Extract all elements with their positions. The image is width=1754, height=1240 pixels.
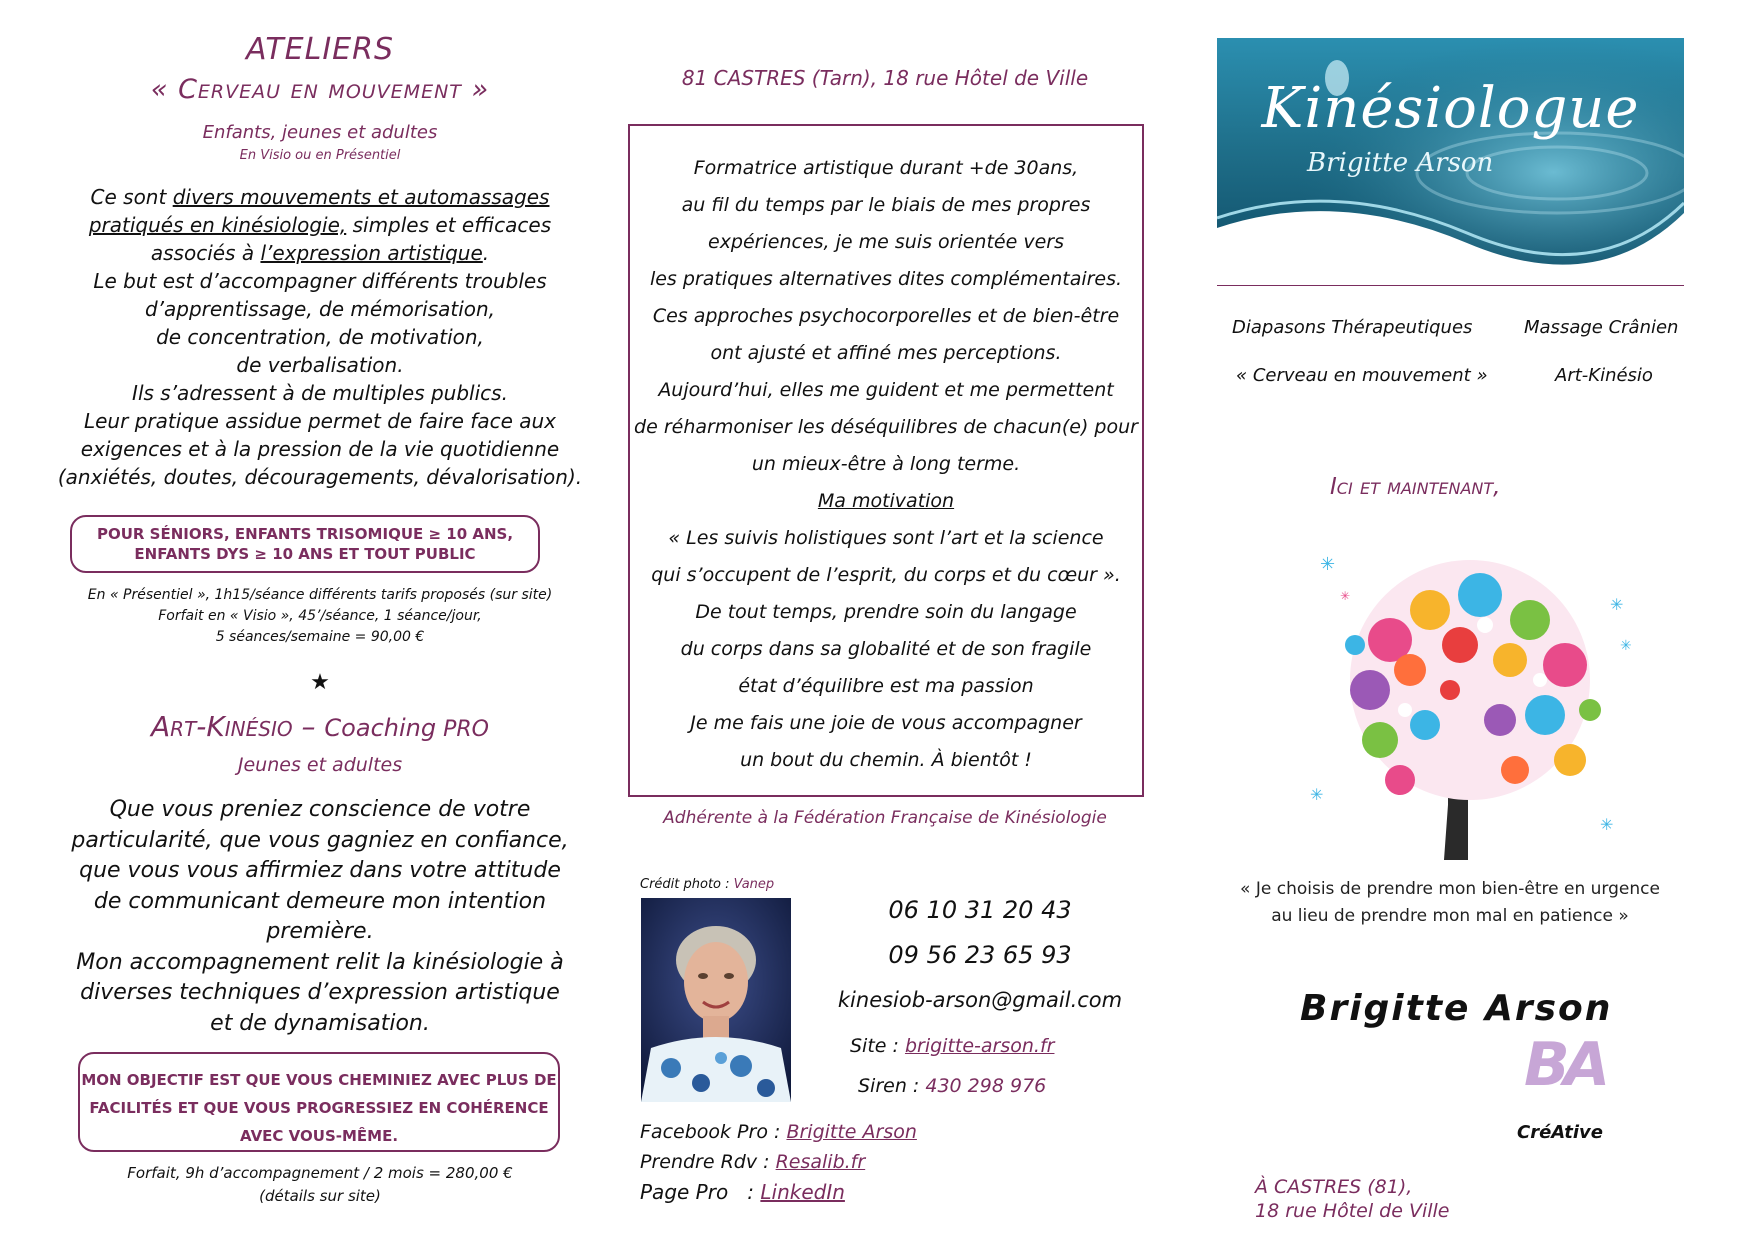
line: Ils s’adressent à de multiples publics. [132, 381, 508, 405]
line: 18 rue Hôtel de Ville [1255, 1200, 1450, 1222]
facebook-label: Facebook Pro : [640, 1121, 787, 1143]
address-header: 81 CASTRES (Tarn), 18 rue Hôtel de Ville [681, 66, 1089, 90]
line: Que vous preniez conscience de votre [109, 797, 531, 822]
svg-text:✳: ✳ [1600, 815, 1614, 834]
portrait-image [641, 898, 791, 1102]
line: de réharmoniser les déséquilibres de chacun(e) pour [634, 416, 1138, 438]
line: particularité, que vous gagniez en confiance, [71, 827, 569, 853]
line: que vous vous affirmiez dans votre attitude [79, 858, 561, 883]
line: AVEC VOUS-MÊME. [239, 1127, 399, 1145]
logo-monogram: BA [1524, 1030, 1605, 1100]
phone-1[interactable]: 06 10 31 20 43 [888, 896, 1072, 924]
ateliers-subtitle: « Cerveau en mouvement » [150, 74, 490, 105]
line: Le but est d’accompagner différents troubles [93, 269, 547, 293]
text-underlined: divers mouvements et automassages [172, 185, 550, 209]
service-diapasons: Diapasons Thérapeutiques [1232, 317, 1473, 338]
service-massage: Massage Crânien [1524, 317, 1679, 338]
email[interactable]: kinesiob-arson@gmail.com [837, 988, 1123, 1012]
line: qui s’occupent de l’esprit, du corps et du cœur ». [651, 564, 1121, 586]
line: de concentration, de motivation, [156, 325, 484, 349]
service-art-kinesio: Art-Kinésio [1555, 365, 1653, 386]
line: au lieu de prendre mon mal en patience » [1271, 906, 1629, 926]
art-title: Art-Kinésio [151, 710, 293, 743]
siren-row [858, 1075, 1046, 1097]
line: MON OBJECTIF EST QUE VOUS CHEMINIEZ AVEC PLUS DE [81, 1071, 557, 1089]
line: première. [266, 919, 374, 944]
photo-credit-label: Crédit photo : [640, 877, 734, 892]
text-underlined: l’expression artistique [260, 241, 483, 265]
line: « Je choisis de prendre mon bien-être en urgence [1240, 879, 1660, 899]
svg-text:✳: ✳ [1610, 595, 1624, 614]
objective-box [78, 1052, 560, 1152]
art-dash: – [292, 710, 325, 743]
banner-title: Kinésiologue [1261, 76, 1640, 141]
line: au fil du temps par le biais de mes propres [681, 194, 1091, 216]
motivation-heading: Ma motivation [817, 490, 955, 512]
text: associés à [150, 241, 261, 265]
line: Ces approches psychocorporelles et de bien-être [652, 305, 1120, 327]
linkedin-link[interactable]: LinkedIn [760, 1180, 845, 1204]
art-description [40, 795, 600, 1039]
siren-label: Siren : [858, 1075, 926, 1097]
kinesiologue-banner [1217, 38, 1684, 282]
portrait-photo [641, 898, 791, 1102]
line: expériences, je me suis orientée vers [708, 231, 1064, 253]
siren-value: 430 298 976 [925, 1075, 1047, 1097]
rdv-label: Prendre Rdv : [640, 1151, 776, 1173]
art-coaching: Coaching [324, 714, 437, 742]
site-row [850, 1035, 1054, 1057]
rdv-link[interactable]: Resalib.fr [775, 1151, 866, 1173]
ateliers-title: ATELIERS [245, 32, 395, 67]
federation-membership: Adhérente à la Fédération Française de Kinésiologie [663, 808, 1107, 828]
photo-credit [640, 877, 774, 892]
svg-text:✳: ✳ [1620, 638, 1632, 654]
line: FACILITÉS ET QUE VOUS PROGRESSIEZ EN COHÉRENCE [89, 1099, 549, 1117]
page-label: Page Pro : [640, 1180, 761, 1204]
line: diverses techniques d’expression artistique [80, 980, 560, 1005]
line: (détails sur site) [259, 1187, 381, 1205]
line: et de dynamisation. [210, 1010, 430, 1036]
footer-address [1255, 1175, 1449, 1223]
signature-name: Brigitte Arson [1300, 988, 1613, 1029]
photo-credit-name: Vanep [733, 877, 775, 892]
art-audience: Jeunes et adultes [237, 754, 403, 776]
svg-text:✳: ✳ [1320, 554, 1336, 575]
line: Mon accompagnement relit la kinésiologie à [76, 949, 564, 975]
line: Leur pratique assidue permet de faire face aux [83, 409, 557, 433]
text-underlined: pratiqués en kinésiologie, [88, 213, 347, 237]
art-pro: PRO [436, 717, 489, 742]
text: Ce sont [90, 185, 173, 209]
tree-quote [1230, 876, 1670, 930]
phone-2[interactable]: 09 56 23 65 93 [888, 941, 1072, 969]
line: (anxiétés, doutes, découragements, dévalorisation). [57, 465, 583, 489]
line: ENFANTS DYS ≥ 10 ANS ET TOUT PUBLIC [134, 545, 476, 563]
pricing-ateliers [40, 585, 600, 648]
line: À CASTRES (81), [1255, 1176, 1413, 1198]
text: simples et efficaces [346, 213, 552, 237]
line: les pratiques alternatives dites complémentaires. [649, 268, 1123, 290]
contact-block [810, 888, 1150, 1023]
line: De tout temps, prendre soin du langage [695, 601, 1077, 623]
line: état d’équilibre est ma passion [738, 675, 1034, 697]
line: POUR SÉNIORS, ENFANTS TRISOMIQUE ≥ 10 ANS, [96, 525, 514, 543]
svg-text:✳: ✳ [1310, 785, 1324, 804]
line: d’apprentissage, de mémorisation, [144, 297, 496, 321]
ba-logo [1510, 1030, 1610, 1143]
text: . [482, 241, 490, 265]
line: un mieux-être à long terme. [751, 453, 1021, 475]
ateliers-description [40, 183, 600, 491]
line: Je me fais une joie de vous accompagner [690, 712, 1082, 734]
line: « Les suivis holistiques sont l’art et la science [668, 527, 1104, 549]
star-separator: ★ [310, 670, 330, 695]
audience-box [70, 515, 540, 573]
line: un bout du chemin. À bientôt ! [740, 749, 1032, 771]
line: Forfait, 9h d’accompagnement / 2 mois = 280,00 € [127, 1164, 513, 1182]
site-link[interactable]: brigitte-arson.fr [904, 1035, 1055, 1057]
tree-illustration [1300, 550, 1640, 860]
bio-box [628, 124, 1144, 797]
banner-name: Brigitte Arson [1307, 148, 1494, 178]
ateliers-mode: En Visio ou en Présentiel [239, 148, 401, 163]
line: du corps dans sa globalité et de son fragile [680, 638, 1092, 660]
here-and-now: Ici et maintenant, [1330, 474, 1501, 500]
site-label: Site : [850, 1035, 905, 1057]
divider [1217, 285, 1684, 286]
line: Forfait en « Visio », 45’/séance, 1 séance/jour, [158, 608, 482, 624]
tree-image [1300, 550, 1640, 860]
line: exigences et à la pression de la vie quotidienne [80, 437, 560, 461]
pricing-art [40, 1162, 600, 1208]
line: de communicant demeure mon intention [93, 888, 547, 914]
line: 5 séances/semaine = 90,00 € [215, 629, 425, 645]
line: Aujourd’hui, elles me guident et me permettent [658, 379, 1114, 401]
service-cerveau: « Cerveau en mouvement » [1236, 365, 1488, 386]
ateliers-audience: Enfants, jeunes et adultes [202, 122, 438, 143]
social-links [640, 1117, 917, 1207]
line: Formatrice artistique durant +de 30ans, [693, 157, 1079, 179]
line: ont ajusté et affiné mes perceptions. [710, 342, 1062, 364]
line: de verbalisation. [236, 353, 404, 377]
art-kinesio-title [40, 710, 600, 743]
facebook-link[interactable]: Brigitte Arson [786, 1121, 917, 1143]
svg-text:✳: ✳ [1340, 589, 1351, 603]
logo-caption: CréAtive [1517, 1122, 1603, 1143]
line: En « Présentiel », 1h15/séance différents tarifs proposés (sur site) [87, 587, 553, 603]
